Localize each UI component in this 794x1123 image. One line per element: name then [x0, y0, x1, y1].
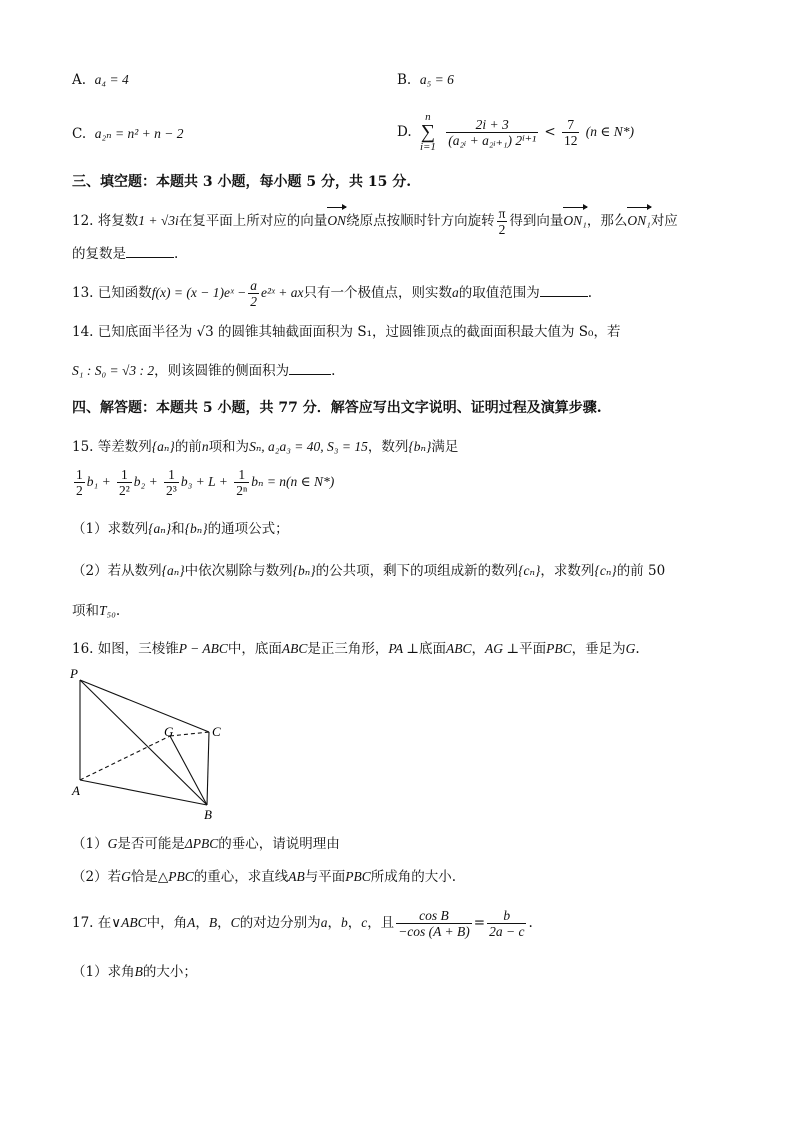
q12-vector-on1: ON₁	[563, 207, 586, 235]
q14-line1	[72, 322, 620, 342]
q17-side-c: c	[361, 915, 368, 930]
q17-lhs-den: −cos (A + B)	[398, 924, 470, 939]
q17-number: 17.	[72, 915, 94, 931]
q17-rhs-den: 2a − c	[489, 924, 525, 939]
edge-pb	[80, 680, 207, 805]
q17-angle-a: A	[187, 915, 196, 930]
q15-f1-den: 2	[76, 483, 83, 498]
q12-vector-on1-b: ON₁	[627, 207, 650, 235]
q12-text3: 绕原点按顺时针方向旋转	[346, 213, 495, 229]
q17-line1	[72, 906, 533, 940]
option-d-rhs-den: 12	[563, 132, 578, 148]
option-d-lt: <	[544, 124, 556, 140]
label-a: A	[72, 783, 80, 798]
q12-angle	[497, 206, 508, 237]
q13-text2: 只有一个极值点，则实数	[303, 285, 452, 301]
q13-number: 13.	[72, 285, 94, 301]
q17-p1-b: B	[134, 964, 143, 979]
q15-p2-t6: 项和	[72, 603, 99, 619]
option-d-rhs	[562, 117, 580, 148]
q12-text6: 对应	[650, 213, 678, 229]
option-b-expr: a₅ = 6	[419, 72, 454, 87]
q12-line1	[72, 206, 678, 237]
q15-b1: b₁ +	[86, 474, 111, 489]
q15-f4-num: 1	[234, 467, 249, 483]
q17-rhs	[487, 908, 526, 939]
q15-t3: 项和为	[208, 439, 250, 455]
q15-an: {aₙ}	[151, 439, 175, 454]
q17-comma3: ，	[327, 915, 341, 931]
q16-p1-t3: 的垂心，请说明理由	[218, 836, 340, 852]
option-d-sum	[418, 112, 438, 152]
q14-ratio: S₁ : S₀ = √3 : 2	[72, 363, 155, 378]
q15-part2-cont	[72, 601, 120, 621]
q15-p1-bn: {bₙ}	[184, 521, 208, 536]
q12-angle-den: 2	[498, 222, 506, 237]
q17-angle-c: C	[230, 915, 240, 930]
option-c-letter: C.	[72, 126, 87, 142]
q12-text4: 得到向量	[509, 213, 564, 229]
q15-series	[72, 466, 334, 498]
q15-p2-t4: ，求数列	[540, 563, 595, 579]
edge-ab	[80, 780, 207, 805]
q17-rhs-num: b	[487, 908, 526, 924]
q16-t5: ，	[471, 641, 485, 657]
option-d-denominator: (a₂ᵢ + a₂ᵢ₊₁) 2ⁱ⁺¹	[448, 132, 537, 148]
q12-line2-text: 的复数是	[72, 246, 126, 262]
q15-p2-t1: （2）若从数列	[72, 563, 162, 579]
option-c-expr: a₂ₙ = n² + n − 2	[94, 126, 184, 141]
q16-p1-g: G	[107, 836, 118, 851]
q15-f4-den: 2ⁿ	[236, 483, 248, 498]
q16-p2-pbc: PBC	[345, 869, 371, 884]
q15-p2-t2: 中依次剔除与数列	[184, 563, 293, 579]
option-b	[397, 70, 454, 90]
q15-p1-t1: （1）求数列	[72, 521, 149, 537]
q15-p2-bn: {bₙ}	[292, 563, 316, 578]
q16-p2-tri: △PBC	[157, 869, 194, 884]
q15-p2-t50: T₅₀	[99, 603, 116, 618]
q15-bn: {bₙ}	[408, 439, 432, 454]
q13-text3: 的取值范围为	[458, 285, 540, 301]
q13-function-a: f(x) = (x − 1)eˣ −	[151, 285, 247, 300]
q13-frac-num: a	[250, 278, 258, 293]
q16-e5: AG ⊥	[485, 641, 520, 656]
q17-angle-b: B	[208, 915, 218, 930]
q16-number: 16.	[72, 641, 94, 657]
edge-pc	[80, 680, 209, 732]
q17-t4: ，且	[367, 915, 395, 931]
q17-lhs	[396, 908, 472, 939]
edge-cb	[207, 732, 209, 805]
q15-f4	[234, 467, 249, 498]
q15-part1	[72, 519, 289, 539]
q14-answer-blank	[289, 360, 331, 375]
segment-gb	[170, 736, 207, 805]
sum-lower-limit: i=1	[419, 141, 436, 153]
q12-vector-on: ON	[327, 207, 346, 235]
q15-b2: b₂ +	[133, 474, 158, 489]
q12-complex: 1 + √3i	[138, 213, 179, 228]
q17-t2: 中，角	[146, 915, 188, 931]
option-c	[72, 124, 184, 144]
q17-comma1: ，	[195, 915, 209, 931]
q15-p2-cn2: {cₙ}	[594, 563, 617, 578]
q15-t4: ，数列	[367, 439, 409, 455]
option-a-expr: a₄ = 4	[94, 72, 129, 87]
sum-upper-limit: n	[425, 111, 431, 123]
q15-f2	[117, 467, 132, 498]
q14-text1: 已知底面半径为 √3 的圆锥其轴截面面积为 S₁，过圆锥顶点的截面面积最大值为 S₀，若	[97, 324, 621, 340]
q15-b3: b₃ + L +	[180, 474, 228, 489]
q16-p2-t3: 的重心，求直线	[193, 869, 289, 885]
q12-answer-blank	[126, 243, 174, 258]
q13-function-b: e²ˣ + ax	[261, 285, 304, 300]
q13-frac-den: 2	[250, 294, 258, 309]
q15-n: n	[201, 439, 209, 454]
label-b: B	[204, 807, 212, 822]
q16-p2-t1: （2）若	[72, 869, 122, 885]
q16-part1	[72, 834, 340, 854]
option-a	[72, 70, 129, 90]
sigma-icon: ∑	[420, 121, 436, 143]
q16-p1-tri: ΔPBC	[184, 836, 219, 851]
q13-text1: 已知函数	[97, 285, 152, 301]
q15-p2-an: {aₙ}	[161, 563, 185, 578]
q16-p2-t5: 所成角的大小.	[370, 869, 457, 885]
q16-e1: P − ABC	[178, 641, 228, 656]
q16-p1-t1: （1）	[72, 836, 108, 852]
option-d-numerator: 2i + 3	[446, 117, 538, 133]
q17-p1-t2: 的大小；	[142, 964, 197, 980]
q13-fraction	[248, 278, 259, 309]
option-d-fraction	[446, 117, 538, 148]
option-d-cond: (n ∈ N*)	[585, 124, 635, 139]
q15-t1: 等差数列	[97, 439, 152, 455]
q16-t6: 平面	[519, 641, 547, 657]
q15-p1-t2: 和	[171, 521, 185, 537]
q17-comma4: ，	[347, 915, 362, 931]
q15-f2-den: 2²	[118, 483, 130, 498]
q15-cond: Sₙ, a₂a₃ = 40, S₃ = 15	[249, 439, 368, 454]
q17-lhs-num: cos B	[396, 908, 472, 924]
q16-p1-t2: 是否可能是	[117, 836, 185, 852]
q17-end: .	[528, 915, 533, 931]
q14-number: 14.	[72, 324, 94, 340]
option-d	[397, 112, 634, 152]
q16-p2-t2: 恰是	[130, 869, 158, 885]
q15-p2-end: .	[115, 603, 121, 619]
q16-e3: PA ⊥	[388, 641, 419, 656]
q16-p2-ab: AB	[288, 869, 305, 884]
q15-p2-cn: {cₙ}	[518, 563, 541, 578]
q17-side-a: a	[320, 915, 328, 930]
q12-text1: 将复数	[97, 213, 139, 229]
q16-part2	[72, 867, 456, 887]
q15-part2	[72, 561, 665, 581]
q16-t2: 中，底面	[227, 641, 282, 657]
q13-answer-blank	[540, 282, 588, 297]
q16-p2-g: G	[121, 869, 131, 884]
q16-line1	[72, 639, 640, 659]
label-p: P	[70, 666, 78, 681]
q15-f3	[164, 467, 179, 498]
q15-p2-t3: 的公共项，剩下的项组成新的数列	[315, 563, 519, 579]
tetrahedron-figure	[66, 664, 236, 824]
q15-f3-den: 2³	[166, 483, 177, 498]
q12-text5: ，那么	[586, 213, 628, 229]
q14-text2: ，则该圆锥的侧面积为	[154, 363, 290, 379]
q16-t1: 如图，三棱锥	[97, 641, 179, 657]
q16-e2: ABC	[281, 641, 308, 656]
q15-t5: 满足	[431, 439, 459, 455]
section-3-title: 三、填空题：本题共 3 小题，每小题 5 分，共 15 分.	[72, 174, 412, 190]
section-4-title: 四、解答题：本题共 5 小题，共 77 分．解答应写出文字说明、证明过程及演算步骤.	[72, 400, 602, 416]
q15-p2-t5: 的前 50	[616, 563, 666, 579]
q17-tri: ∨ABC	[111, 915, 147, 930]
q15-f1	[74, 467, 85, 498]
q14-line2: S₁ : S₀ = √3 : 2，则该圆锥的侧面积为 .	[72, 360, 335, 381]
q17-comma2: ，	[217, 915, 231, 931]
option-a-letter: A.	[72, 72, 87, 88]
q16-t4: 底面	[419, 641, 446, 657]
segment-ag	[80, 736, 170, 780]
q16-t7: ，垂足为	[571, 641, 626, 657]
option-d-rhs-num: 7	[562, 117, 580, 133]
q15-f2-num: 1	[117, 467, 132, 483]
edge-ac-hidden	[170, 732, 209, 736]
q15-f3-num: 1	[164, 467, 179, 483]
label-g: G	[164, 724, 174, 739]
q13-var: a	[451, 285, 459, 300]
q15-t2: 的前	[174, 439, 202, 455]
q15-p1-an: {aₙ}	[148, 521, 172, 536]
q15-p1-t3: 的通项公式；	[207, 521, 289, 537]
q16-p2-t4: 与平面	[304, 869, 346, 885]
q17-side-b: b	[340, 915, 348, 930]
q16-e6: PBC	[546, 641, 572, 656]
q12-line2: 的复数是 .	[72, 243, 178, 264]
q16-e4: ABC	[446, 641, 472, 656]
q15-number: 15.	[72, 439, 94, 455]
q12-text2: 在复平面上所对应的向量	[178, 213, 328, 229]
q16-e7: G	[625, 641, 636, 656]
q17-t3: 的对边分别为	[239, 915, 321, 931]
q17-eq: =	[473, 915, 486, 931]
label-c: C	[212, 724, 221, 739]
q15-b4: bₙ = n(n ∈ N*)	[251, 474, 335, 489]
q16-t8: .	[635, 641, 640, 657]
option-d-letter: D.	[397, 124, 412, 140]
q13-line: 13. 已知函数f(x) = (x − 1)eˣ − $\frac{a}{2}$ e²ˣ + ax只有一个极值点，则实数a的取值范围为 .	[72, 278, 593, 309]
q12-number: 12.	[72, 213, 94, 229]
q17-p1-t1: （1）求角	[72, 964, 135, 980]
q15-line1	[72, 437, 458, 457]
q17-part1	[72, 962, 197, 982]
q16-t3: 是正三角形，	[307, 641, 389, 657]
q15-f1-num: 1	[76, 467, 83, 482]
q17-t1: 在	[97, 915, 112, 931]
q12-angle-num: π	[498, 206, 506, 221]
option-b-letter: B.	[397, 72, 412, 88]
